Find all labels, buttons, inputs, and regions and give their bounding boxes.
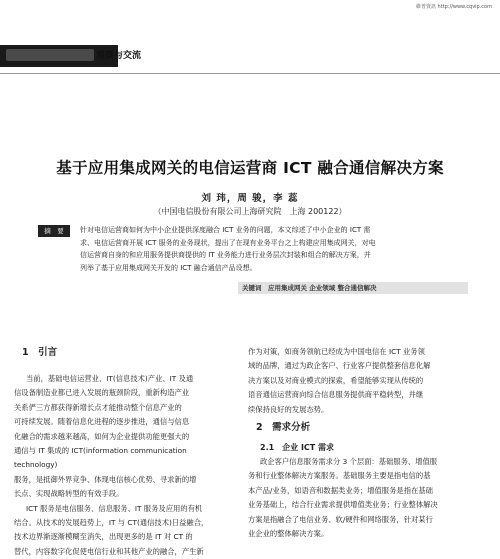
left-column <box>14 346 224 559</box>
body-line: 政企客户信息服务需求分 3 个层面：基础服务、增值服 <box>260 457 438 467</box>
watermark: 維普資訊 http://www.cqvip.com <box>415 4 492 10</box>
article-authors: 刘 玮，周 骏，李 蕊 <box>201 193 299 204</box>
body-line: 域的品牌，通过为政企客户、行业客户提供整套信息化解 <box>248 361 431 371</box>
body-line: 服务，是抵御外界竞争、体现电信核心优势、寻求新的增 <box>14 474 197 484</box>
body-line: 长点、实现战略转型的有效手段。 <box>14 489 124 499</box>
body-line: 当前，基础电信运营业、IT(信息技术)产业、IT 及通 <box>26 374 194 383</box>
abstract-line: 列举了基于应用集成网关开发的 ICT 融合通信产品设想。 <box>80 263 257 272</box>
abstract-line: 针对电信运营商如何为中小企业提供深度融合 ICT 业务的问题，本文综述了中小企业的 ICT 需 <box>80 226 371 234</box>
body-line: ICT 服务是电信服务、信息服务、IT 服务及应用的有机 <box>26 503 203 513</box>
section-heading-requirements: 2 需求分析 <box>256 422 311 434</box>
body-line: 语音通信运营商向综合信息服务提供商平稳转型，并继 <box>248 390 424 400</box>
article-affiliation: （中国电信股份有限公司上海研究院 上海 200122） <box>153 207 347 216</box>
body-line: 技术边界渐逐渐模糊至消失，出现更多的是 IT 对 CT 的 <box>14 532 193 542</box>
section-heading-intro: 1 引言 <box>22 347 58 358</box>
abstract-body <box>80 224 468 274</box>
body-line: 关系俨三方都获得新增长点才能推动整个信息产业的 <box>14 402 182 412</box>
article-title: 基于应用集成网关的电信运营商 ICT 融合通信解决方案 <box>56 159 444 177</box>
body-line: 决方案以及对商业模式的探索，希望能够实现从传统的 <box>248 375 424 385</box>
body-line: 作为对策，如商务领航已经成为中国电信在 ICT 业务领 <box>248 347 425 356</box>
right-column <box>248 345 478 541</box>
body-line: 本产品/业务，如语音和数据类业务；增值服务是指在基础 <box>248 485 433 495</box>
body-line: 业企业的整体解决方案。 <box>248 529 329 539</box>
keywords-box: 关键词 应用集成网关 企业领域 整合通信解决 <box>238 282 468 294</box>
subsection-heading: 2.1 企业 ICT 需求 <box>260 443 335 453</box>
body-line: 通信与 IT 集成的 ICT(information communication technology) <box>14 446 187 470</box>
abstract-line: 信运营商自身的和应用服务提供商提供的 IT 业务能力进行业务层次封装和组合的解决方案，并 <box>80 251 371 260</box>
body-line: 化融合的需求越来越高，如何为企业提供功能更强大的 <box>14 431 190 441</box>
abstract-line: 求、电信运营商开展 ICT 服务的业务现状，提出了在现有业务平台之上构建应用集成网关，对电 <box>80 238 376 247</box>
body-line: 可持续发展。随着信息化进程的逐步推进，通信与信息 <box>14 417 190 427</box>
abstract-label: 摘 要 <box>38 225 70 237</box>
body-line: 结合。从技术的发展趋势上，IT 与 CT(通信技术)日益融合， <box>14 518 209 528</box>
body-line: 续保持良好的发展态势。 <box>248 404 329 414</box>
body-line: 务和行业整体解决方案服务。基础服务主要是指电信的基 <box>248 471 431 481</box>
body-line: 业务基础上，结合行业需求提供增值类业务；行业整体解决 <box>248 500 438 510</box>
body-line: 方案是指融合了电信业务、软/硬件和网络服务，针对某行 <box>248 514 433 524</box>
header-divider <box>0 73 500 74</box>
section-tag: 观察与交流 <box>96 51 142 61</box>
body-line: 信设备制造业都已进入发展的瓶颈阶段，重新构造产业 <box>14 388 190 398</box>
body-line: 替代，内容数字化促使电信行业和其他产业的融合，产生新 <box>14 546 204 556</box>
section-header-bar-inner <box>6 49 94 61</box>
